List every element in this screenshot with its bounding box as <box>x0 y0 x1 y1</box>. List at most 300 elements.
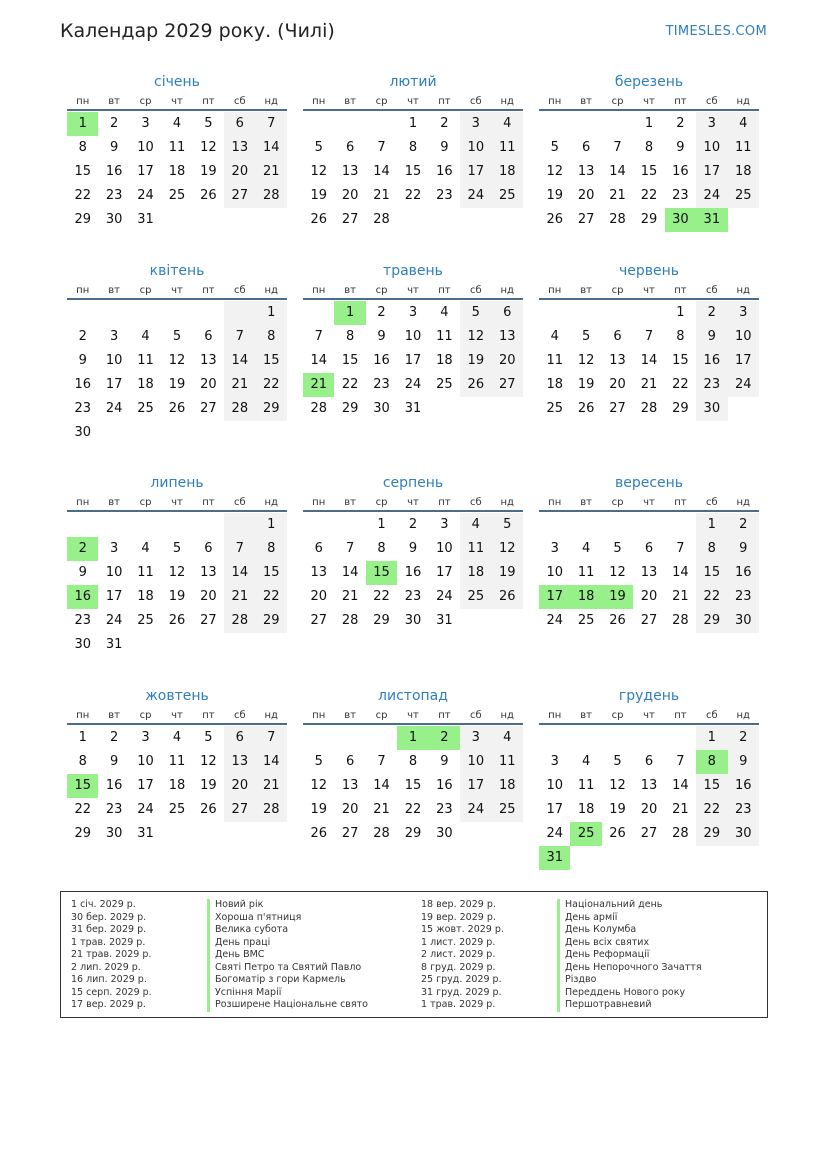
legend-holiday-name: День Колумба <box>557 924 702 937</box>
holiday-day: 15 <box>67 774 98 798</box>
day-cell: 24 <box>105 401 123 416</box>
month-block <box>303 71 523 232</box>
empty-cell <box>665 513 696 537</box>
holiday-legend <box>60 891 768 1018</box>
day-cell: 9 <box>78 565 87 580</box>
day-cell: 31 <box>137 826 154 841</box>
day-cell: 28 <box>672 613 689 628</box>
empty-cell <box>665 726 696 750</box>
day-cell: 2 <box>109 116 119 131</box>
day-cell: 31 <box>137 212 154 227</box>
day-cell: 3 <box>408 305 418 320</box>
day-cell: 2 <box>408 517 418 532</box>
day-cell: 23 <box>728 585 759 609</box>
day-cell: 5 <box>581 329 591 344</box>
day-cell: 18 <box>168 164 186 179</box>
day-cell: 20 <box>577 188 595 203</box>
weekday-label: нд <box>500 497 514 508</box>
legend-holiday-name: День праці <box>207 937 368 950</box>
day-cell: 25 <box>728 184 759 208</box>
day-cell: 1 <box>256 301 287 325</box>
weekday-label: ср <box>375 710 388 721</box>
day-cell: 27 <box>609 401 626 416</box>
day-cell: 6 <box>204 329 213 344</box>
weekday-label: нд <box>500 96 514 107</box>
day-cell: 4 <box>141 329 150 344</box>
day-cell: 17 <box>728 349 759 373</box>
day-cell: 9 <box>377 329 386 344</box>
weekday-label: вт <box>344 497 356 508</box>
day-cell: 28 <box>373 826 390 841</box>
weekday-label: чт <box>407 285 419 296</box>
day-cell: 4 <box>141 541 150 556</box>
month-block <box>303 472 523 633</box>
legend-date: 31 груд. 2029 р. <box>421 986 502 998</box>
day-cell: 27 <box>640 826 658 841</box>
weekday-label: пн <box>548 710 562 721</box>
day-cell: 3 <box>141 730 150 745</box>
holiday-day: 30 <box>665 208 696 232</box>
day-cell: 28 <box>672 826 689 841</box>
empty-cell <box>539 726 570 750</box>
day-cell: 19 <box>492 561 523 585</box>
weekday-label: пт <box>202 96 215 107</box>
weekday-label: нд <box>264 96 278 107</box>
weekday-label: вт <box>344 710 356 721</box>
day-cell: 15 <box>256 561 287 585</box>
legend-date: 31 бер. 2029 р. <box>71 924 147 935</box>
day-cell: 10 <box>436 541 453 556</box>
day-cell: 13 <box>341 164 359 179</box>
day-cell: 25 <box>436 377 453 392</box>
day-cell: 25 <box>492 798 523 822</box>
weekday-header <box>539 95 759 111</box>
day-cell: 29 <box>672 401 689 416</box>
day-cell: 5 <box>314 140 323 155</box>
day-cell: 6 <box>314 541 323 556</box>
month-name: лютий <box>389 74 437 90</box>
day-cell: 12 <box>310 778 327 793</box>
day-cell: 21 <box>373 802 390 817</box>
day-cell: 28 <box>373 212 390 227</box>
day-cell: 28 <box>310 401 327 416</box>
day-cell: 29 <box>256 609 287 633</box>
day-cell: 16 <box>105 778 123 793</box>
weekday-label: сб <box>469 497 482 508</box>
weekday-label: чт <box>643 497 655 508</box>
holiday-day: 19 <box>602 585 633 609</box>
day-cell: 15 <box>672 353 689 368</box>
weekday-label: пн <box>76 96 90 107</box>
day-cell: 4 <box>581 754 591 769</box>
day-cell: 1 <box>696 726 727 750</box>
holiday-day: 2 <box>429 726 460 750</box>
weekday-label: ср <box>611 285 624 296</box>
weekday-label: пн <box>548 96 562 107</box>
day-cell: 15 <box>256 349 287 373</box>
holiday-day: 16 <box>67 585 98 609</box>
weekday-label: сб <box>469 285 482 296</box>
weekday-label: ср <box>611 710 624 721</box>
day-cell: 24 <box>546 613 563 628</box>
day-cell: 24 <box>137 802 154 817</box>
day-cell: 16 <box>404 565 422 580</box>
holiday-day: 2 <box>67 537 98 561</box>
day-cell: 14 <box>672 778 689 793</box>
day-cell: 17 <box>137 778 154 793</box>
day-cell: 8 <box>408 754 418 769</box>
day-cell: 3 <box>460 726 491 750</box>
day-cell: 8 <box>377 541 386 556</box>
empty-cell <box>303 301 334 325</box>
day-cell: 9 <box>696 325 727 349</box>
month-block <box>539 685 759 870</box>
day-cell: 13 <box>640 778 658 793</box>
day-cell: 28 <box>341 613 359 628</box>
day-cell: 10 <box>404 329 422 344</box>
day-cell: 20 <box>341 802 359 817</box>
day-cell: 6 <box>204 541 213 556</box>
day-cell: 18 <box>137 589 154 604</box>
day-cell: 22 <box>341 377 359 392</box>
day-grid <box>303 112 523 232</box>
day-cell: 12 <box>310 164 327 179</box>
day-cell: 4 <box>440 305 449 320</box>
day-cell: 20 <box>200 589 217 604</box>
day-cell: 31 <box>404 401 422 416</box>
day-cell: 27 <box>492 373 523 397</box>
weekday-label: пт <box>438 285 451 296</box>
day-cell: 10 <box>137 754 154 769</box>
legend-holiday-name: Святі Петро та Святий Павло <box>207 962 368 975</box>
day-cell: 19 <box>609 802 626 817</box>
weekday-label: пт <box>674 497 687 508</box>
legend-date: 21 трав. 2029 р. <box>71 949 152 960</box>
day-cell: 17 <box>696 160 727 184</box>
day-cell: 7 <box>613 140 622 155</box>
month-block <box>67 260 287 445</box>
day-cell: 23 <box>74 401 91 416</box>
day-cell: 2 <box>109 730 119 745</box>
day-cell: 27 <box>200 613 217 628</box>
empty-cell <box>303 513 334 537</box>
site-link[interactable]: TIMESLES.COM <box>665 24 767 39</box>
day-cell: 4 <box>550 329 559 344</box>
day-cell: 27 <box>577 212 595 227</box>
month-name: липень <box>150 475 204 491</box>
day-grid <box>67 513 287 657</box>
day-cell: 13 <box>310 565 327 580</box>
legend-date: 1 січ. 2029 р. <box>71 899 136 910</box>
legend-holiday-name: Національний день <box>557 899 702 912</box>
day-cell: 4 <box>581 541 591 556</box>
day-cell: 19 <box>200 778 217 793</box>
weekday-label: пт <box>438 96 451 107</box>
holiday-day: 31 <box>696 208 727 232</box>
day-cell: 20 <box>341 188 359 203</box>
day-cell: 30 <box>74 425 91 440</box>
day-grid <box>539 726 759 870</box>
day-cell: 6 <box>492 301 523 325</box>
day-cell: 2 <box>728 513 759 537</box>
day-cell: 17 <box>105 589 123 604</box>
day-cell: 26 <box>310 826 327 841</box>
day-cell: 13 <box>577 164 595 179</box>
empty-cell <box>633 726 664 750</box>
day-cell: 11 <box>546 353 563 368</box>
month-name: січень <box>154 74 200 90</box>
day-cell: 28 <box>224 397 255 421</box>
day-cell: 5 <box>550 140 559 155</box>
day-cell: 26 <box>577 401 595 416</box>
weekday-label: вт <box>580 710 592 721</box>
day-cell: 5 <box>492 513 523 537</box>
day-cell: 3 <box>550 754 559 769</box>
weekday-label: чт <box>643 285 655 296</box>
day-cell: 10 <box>460 750 491 774</box>
empty-cell <box>193 301 224 325</box>
day-cell: 25 <box>137 613 154 628</box>
day-cell: 9 <box>440 140 449 155</box>
day-grid <box>303 301 523 421</box>
weekday-label: сб <box>469 710 482 721</box>
legend-holiday-name: День всіх святих <box>557 937 702 950</box>
day-cell: 25 <box>137 401 154 416</box>
legend-holiday-name: День армії <box>557 912 702 925</box>
day-cell: 5 <box>204 116 213 131</box>
day-cell: 27 <box>224 184 255 208</box>
day-cell: 14 <box>672 565 689 580</box>
day-cell: 8 <box>78 754 87 769</box>
month-name: травень <box>383 263 443 279</box>
day-cell: 28 <box>609 212 626 227</box>
day-cell: 6 <box>581 140 591 155</box>
weekday-label: чт <box>407 497 419 508</box>
day-grid <box>67 726 287 846</box>
day-cell: 4 <box>728 112 759 136</box>
holiday-day: 25 <box>570 822 601 846</box>
day-cell: 7 <box>644 329 654 344</box>
weekday-label: сб <box>233 96 246 107</box>
day-cell: 4 <box>492 112 523 136</box>
day-cell: 25 <box>168 188 186 203</box>
weekday-header <box>67 496 287 512</box>
month-name: жовтень <box>145 688 209 704</box>
legend-date: 2 лип. 2029 р. <box>71 961 141 973</box>
day-cell: 15 <box>696 774 727 798</box>
weekday-label: ср <box>139 96 152 107</box>
weekday-label: чт <box>407 96 419 107</box>
weekday-header <box>539 496 759 512</box>
day-grid <box>67 112 287 232</box>
page-title: Календар 2029 року. (Чилі) <box>60 20 335 42</box>
day-cell: 6 <box>224 726 255 750</box>
day-cell: 20 <box>224 774 255 798</box>
day-cell: 14 <box>256 750 287 774</box>
weekday-label: ср <box>375 96 388 107</box>
empty-cell <box>570 301 601 325</box>
day-cell: 20 <box>200 377 217 392</box>
legend-holiday-name: Хороша п'ятниця <box>207 912 368 925</box>
day-cell: 26 <box>168 401 186 416</box>
weekday-label: пн <box>312 497 326 508</box>
empty-cell <box>67 513 98 537</box>
day-cell: 2 <box>440 116 449 131</box>
weekday-label: вт <box>108 285 120 296</box>
weekday-label: пт <box>202 497 215 508</box>
day-cell: 6 <box>613 329 622 344</box>
day-cell: 30 <box>105 212 123 227</box>
weekday-label: чт <box>643 710 655 721</box>
weekday-label: нд <box>500 710 514 721</box>
month-block <box>303 685 523 846</box>
weekday-header <box>539 284 759 300</box>
day-cell: 9 <box>440 754 449 769</box>
day-cell: 23 <box>404 589 422 604</box>
day-cell: 11 <box>137 353 154 368</box>
day-cell: 19 <box>460 349 491 373</box>
day-cell: 18 <box>460 561 491 585</box>
day-cell: 27 <box>341 212 359 227</box>
day-cell: 26 <box>546 212 563 227</box>
day-cell: 10 <box>137 140 154 155</box>
weekday-label: чт <box>171 497 183 508</box>
legend-holiday-name: Велика субота <box>207 924 368 937</box>
day-cell: 7 <box>224 537 255 561</box>
weekday-label: сб <box>233 285 246 296</box>
day-cell: 21 <box>224 373 255 397</box>
day-cell: 25 <box>492 184 523 208</box>
empty-cell <box>602 301 633 325</box>
weekday-label: пн <box>548 285 562 296</box>
empty-cell <box>602 112 633 136</box>
day-cell: 24 <box>436 589 453 604</box>
weekday-label: нд <box>264 497 278 508</box>
day-cell: 2 <box>377 305 386 320</box>
day-cell: 21 <box>640 377 658 392</box>
legend-date: 18 вер. 2029 р. <box>421 899 496 910</box>
legend-holiday-name: Успіння Марії <box>207 987 368 1000</box>
empty-cell <box>334 726 365 750</box>
day-cell: 17 <box>460 160 491 184</box>
day-cell: 29 <box>404 826 422 841</box>
day-cell: 23 <box>105 802 123 817</box>
day-cell: 12 <box>609 565 626 580</box>
day-cell: 5 <box>613 754 622 769</box>
day-cell: 1 <box>696 513 727 537</box>
empty-cell <box>67 301 98 325</box>
day-cell: 6 <box>224 112 255 136</box>
weekday-header <box>303 496 523 512</box>
day-cell: 3 <box>460 112 491 136</box>
legend-holiday-name: Різдво <box>557 974 702 987</box>
day-cell: 22 <box>696 585 727 609</box>
legend-date: 1 лист. 2029 р. <box>421 936 496 948</box>
day-cell: 15 <box>404 164 422 179</box>
day-cell: 18 <box>728 160 759 184</box>
day-cell: 17 <box>105 377 123 392</box>
day-cell: 24 <box>137 188 154 203</box>
day-cell: 15 <box>696 561 727 585</box>
day-cell: 10 <box>546 778 563 793</box>
weekday-label: нд <box>736 710 750 721</box>
legend-holiday-name: Богоматір з гори Кармель <box>207 974 368 987</box>
day-cell: 15 <box>640 164 658 179</box>
weekday-label: ср <box>375 497 388 508</box>
month-name: вересень <box>614 475 684 491</box>
empty-cell <box>334 513 365 537</box>
day-cell: 11 <box>460 537 491 561</box>
empty-cell <box>539 112 570 136</box>
legend-date: 16 лип. 2029 р. <box>71 974 147 985</box>
empty-cell <box>334 112 365 136</box>
day-cell: 19 <box>168 589 186 604</box>
day-cell: 19 <box>310 802 327 817</box>
day-cell: 13 <box>640 565 658 580</box>
empty-cell <box>98 301 129 325</box>
day-cell: 26 <box>168 613 186 628</box>
legend-dates-right <box>421 899 504 1012</box>
weekday-label: нд <box>264 285 278 296</box>
weekday-label: нд <box>264 710 278 721</box>
legend-date: 15 серп. 2029 р. <box>71 986 152 998</box>
day-cell: 15 <box>341 353 359 368</box>
day-cell: 18 <box>436 353 453 368</box>
legend-holiday-name: День ВМС <box>207 949 368 962</box>
legend-date: 1 трав. 2029 р. <box>421 999 496 1010</box>
day-cell: 27 <box>310 613 327 628</box>
weekday-label: сб <box>705 710 718 721</box>
day-cell: 9 <box>728 537 759 561</box>
legend-holiday-name: Переддень Нового року <box>557 987 702 1000</box>
day-cell: 3 <box>440 517 449 532</box>
day-cell: 26 <box>609 826 626 841</box>
day-grid <box>539 301 759 421</box>
day-cell: 11 <box>436 329 453 344</box>
day-cell: 30 <box>728 609 759 633</box>
day-cell: 13 <box>341 778 359 793</box>
legend-date: 17 вер. 2029 р. <box>71 999 146 1010</box>
weekday-label: сб <box>233 497 246 508</box>
day-cell: 6 <box>644 754 654 769</box>
day-cell: 22 <box>373 589 390 604</box>
day-cell: 8 <box>78 140 87 155</box>
holiday-day: 18 <box>570 585 601 609</box>
day-cell: 18 <box>577 802 595 817</box>
weekday-label: ср <box>611 497 624 508</box>
legend-holiday-name: Розширене Національне свято <box>207 999 368 1012</box>
day-cell: 12 <box>546 164 563 179</box>
weekday-header <box>539 709 759 725</box>
day-cell: 17 <box>404 353 422 368</box>
day-cell: 21 <box>256 774 287 798</box>
day-cell: 29 <box>696 609 727 633</box>
weekday-label: пт <box>202 710 215 721</box>
weekday-label: пн <box>548 497 562 508</box>
legend-date: 25 груд. 2029 р. <box>421 974 502 985</box>
day-cell: 16 <box>74 377 91 392</box>
weekday-label: пн <box>312 96 326 107</box>
empty-cell <box>303 726 334 750</box>
day-cell: 21 <box>609 188 626 203</box>
day-cell: 26 <box>460 373 491 397</box>
day-cell: 12 <box>577 353 595 368</box>
day-cell: 21 <box>672 589 689 604</box>
day-cell: 21 <box>341 589 359 604</box>
day-cell: 25 <box>168 802 186 817</box>
empty-cell <box>633 513 664 537</box>
weekday-label: пн <box>76 285 90 296</box>
